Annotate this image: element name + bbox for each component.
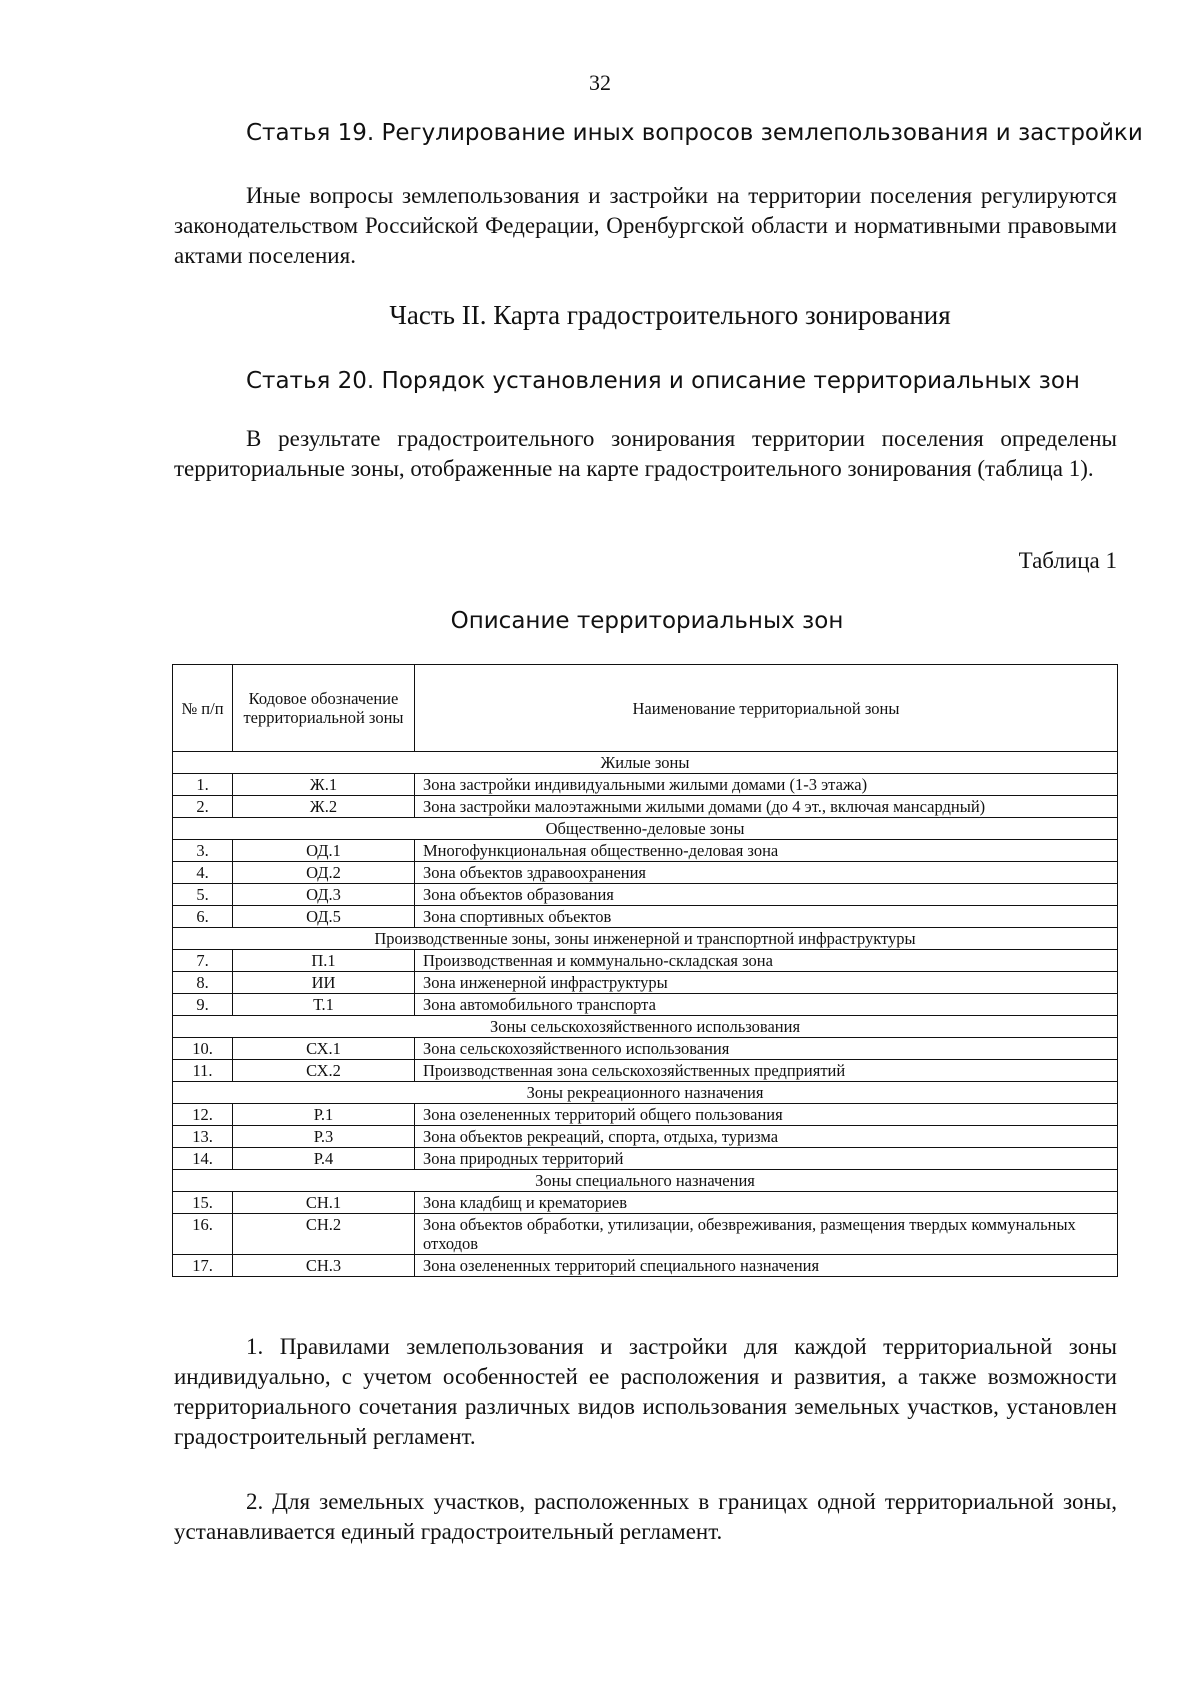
article-20-text: В результате градостроительного зонирования территории поселения определены территориальные зоны, отображенные на карте градостроительного зонирования (таблица 1).	[174, 426, 1117, 481]
cell-name: Зона кладбищ и крематориев	[415, 1192, 1118, 1214]
cell-code: П.1	[233, 950, 415, 972]
table-label: Таблица 1	[1018, 548, 1117, 573]
group-title: Жилые зоны	[173, 752, 1118, 774]
cell-num: 7.	[173, 950, 233, 972]
table-row	[173, 906, 1118, 928]
cell-code: Ж.2	[233, 796, 415, 818]
cell-num: 11.	[173, 1060, 233, 1082]
cell-code: СН.1	[233, 1192, 415, 1214]
header-num: № п/п	[173, 665, 233, 752]
cell-code: ОД.2	[233, 862, 415, 884]
cell-name: Зона спортивных объектов	[415, 906, 1118, 928]
group-title: Общественно-деловые зоны	[173, 818, 1118, 840]
cell-num: 9.	[173, 994, 233, 1016]
table-header-row	[173, 665, 1118, 752]
table-group-row	[173, 1082, 1118, 1104]
cell-code: Р.4	[233, 1148, 415, 1170]
cell-name: Многофункциональная общественно-деловая зона	[415, 840, 1118, 862]
cell-code: Т.1	[233, 994, 415, 1016]
cell-num: 6.	[173, 906, 233, 928]
cell-num: 12.	[173, 1104, 233, 1126]
cell-code: Р.1	[233, 1104, 415, 1126]
cell-code: СХ.1	[233, 1038, 415, 1060]
table-group-row	[173, 928, 1118, 950]
table-group-row	[173, 752, 1118, 774]
cell-name: Зона застройки индивидуальными жилыми домами (1-3 этажа)	[415, 774, 1118, 796]
header-code: Кодовое обозначение территориальной зоны	[233, 665, 415, 752]
cell-code: Р.3	[233, 1126, 415, 1148]
part-2-heading: Часть II. Карта градостроительного зонирования	[389, 300, 951, 330]
table-row	[173, 994, 1118, 1016]
header-name: Наименование территориальной зоны	[415, 665, 1118, 752]
article-19-text: Иные вопросы землепользования и застройки на территории поселения регулируются законодательством Российской Федерации, Оренбургской области и нормативными правовыми актами поселения.	[174, 183, 1117, 268]
cell-num: 15.	[173, 1192, 233, 1214]
group-title: Зоны специального назначения	[173, 1170, 1118, 1192]
cell-num: 8.	[173, 972, 233, 994]
page-number: 32	[589, 70, 611, 95]
table-row	[173, 950, 1118, 972]
cell-name: Зона инженерной инфраструктуры	[415, 972, 1118, 994]
table-caption: Описание территориальных зон	[450, 608, 844, 634]
cell-num: 5.	[173, 884, 233, 906]
cell-num: 1.	[173, 774, 233, 796]
point-1: 1. Правилами землепользования и застройки для каждой территориальной зоны индивидуально, с учетом особенностей ее расположения и развития, а также возможности территориального сочетания различных видов использования земельных участков, установлен градостроительный регламент.	[174, 1334, 1117, 1449]
group-title: Зоны рекреационного назначения	[173, 1082, 1118, 1104]
cell-num: 13.	[173, 1126, 233, 1148]
cell-name: Зона сельскохозяйственного использования	[415, 1038, 1118, 1060]
table-row	[173, 1038, 1118, 1060]
cell-num: 4.	[173, 862, 233, 884]
cell-code: ОД.3	[233, 884, 415, 906]
table-row	[173, 862, 1118, 884]
cell-code: СХ.2	[233, 1060, 415, 1082]
cell-num: 14.	[173, 1148, 233, 1170]
table-row	[173, 1192, 1118, 1214]
table-group-row	[173, 1170, 1118, 1192]
table-body	[173, 752, 1118, 1277]
point-2: 2. Для земельных участков, расположенных в границах одной территориальной зоны, устанавливается единый градостроительный регламент.	[174, 1489, 1117, 1544]
article-19-heading: Статья 19. Регулирование иных вопросов землепользования и застройки	[246, 120, 1143, 146]
cell-name: Производственная зона сельскохозяйственных предприятий	[415, 1060, 1118, 1082]
cell-num: 17.	[173, 1255, 233, 1277]
article-20-heading: Статья 20. Порядок установления и описание территориальных зон	[246, 368, 1080, 394]
cell-name: Производственная и коммунально-складская зона	[415, 950, 1118, 972]
table-row	[173, 796, 1118, 818]
table-row	[173, 1060, 1118, 1082]
table-row	[173, 1148, 1118, 1170]
cell-name: Зона объектов рекреаций, спорта, отдыха, туризма	[415, 1126, 1118, 1148]
cell-code: ИИ	[233, 972, 415, 994]
cell-code: СН.3	[233, 1255, 415, 1277]
cell-num: 16.	[173, 1214, 233, 1255]
table-group-row	[173, 1016, 1118, 1038]
table-row	[173, 972, 1118, 994]
cell-name: Зона автомобильного транспорта	[415, 994, 1118, 1016]
cell-num: 3.	[173, 840, 233, 862]
table-row	[173, 1255, 1118, 1277]
cell-num: 10.	[173, 1038, 233, 1060]
cell-name: Зона объектов здравоохранения	[415, 862, 1118, 884]
table-row	[173, 884, 1118, 906]
table-row	[173, 774, 1118, 796]
cell-code: ОД.5	[233, 906, 415, 928]
group-title: Зоны сельскохозяйственного использования	[173, 1016, 1118, 1038]
table-row	[173, 1104, 1118, 1126]
table-row	[173, 1126, 1118, 1148]
table-row	[173, 840, 1118, 862]
cell-name: Зона застройки малоэтажными жилыми домами (до 4 эт., включая мансардный)	[415, 796, 1118, 818]
cell-code: ОД.1	[233, 840, 415, 862]
group-title: Производственные зоны, зоны инженерной и транспортной инфраструктуры	[173, 928, 1118, 950]
cell-name: Зона озелененных территорий общего пользования	[415, 1104, 1118, 1126]
cell-name: Зона озелененных территорий специального назначения	[415, 1255, 1118, 1277]
cell-name: Зона природных территорий	[415, 1148, 1118, 1170]
cell-num: 2.	[173, 796, 233, 818]
zones-table	[172, 664, 1118, 1277]
cell-name: Зона объектов образования	[415, 884, 1118, 906]
cell-code: СН.2	[233, 1214, 415, 1255]
cell-code: Ж.1	[233, 774, 415, 796]
cell-name: Зона объектов обработки, утилизации, обезвреживания, размещения твердых коммунальных отходов	[415, 1214, 1118, 1255]
table-group-row	[173, 818, 1118, 840]
table-row	[173, 1214, 1118, 1255]
